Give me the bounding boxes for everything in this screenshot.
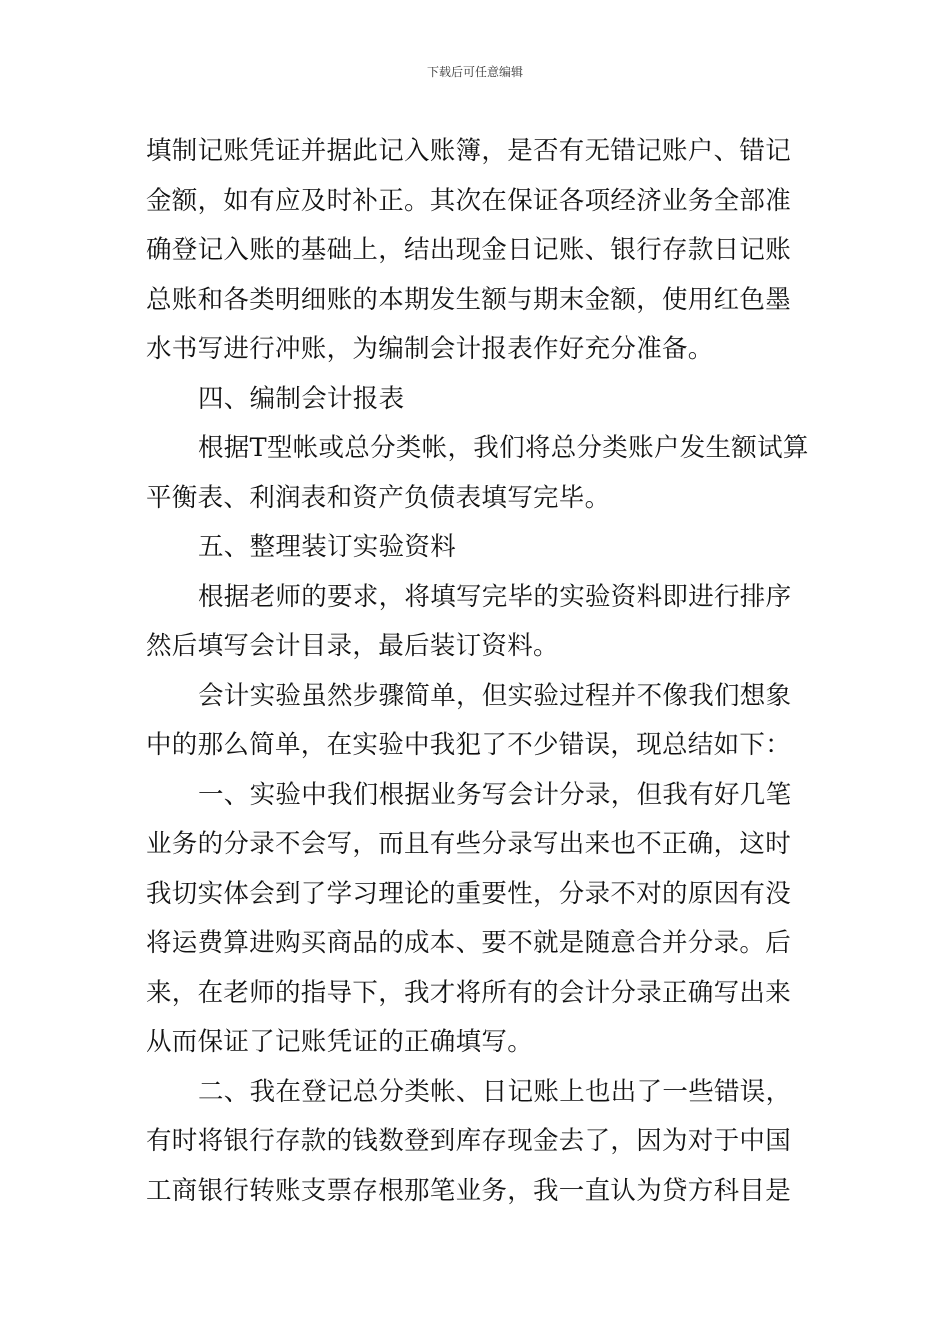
text-line: 平衡表、利润表和资产负债表填写完毕。	[146, 482, 611, 513]
paragraph-start: 根据T型帐或总分类帐，我们将总分类账户发生额试算	[198, 433, 809, 463]
text-line: 确登记入账的基础上，结出现金日记账、银行存款日记账	[146, 235, 792, 265]
text-line: 将运费算进购买商品的成本、要不就是随意合并分录。后	[146, 928, 792, 958]
text-line: 来，在老师的指导下，我才将所有的会计分录正确写出来	[146, 977, 792, 1008]
paragraph-start: 会计实验虽然步骤简单，但实验过程并不像我们想象	[198, 680, 792, 711]
text-line: 从而保证了记账凭证的正确填写。	[146, 1027, 534, 1057]
paragraph-start: 二、我在登记总分类帐、日记账上也出了一些错误，	[198, 1076, 792, 1107]
section-heading: 四、编制会计报表	[198, 383, 405, 414]
text-line: 然后填写会计目录，最后装订资料。	[146, 631, 559, 661]
text-line: 总账和各类明细账的本期发生额与期末金额，使用红色墨	[146, 284, 792, 315]
text-line: 我切实体会到了学习理论的重要性，分录不对的原因有没	[146, 878, 792, 909]
text-line: 业务的分录不会写，而且有些分录写出来也不正确，这时	[146, 829, 792, 859]
text-line: 填制记账凭证并据此记入账簿，是否有无错记账户、错记	[146, 136, 792, 166]
document-body	[146, 127, 826, 1216]
text-line: 水书写进行冲账，为编制会计报表作好充分准备。	[146, 334, 714, 364]
paragraph-start: 一、实验中我们根据业务写会计分录，但我有好几笔	[198, 779, 792, 810]
text-line: 金额，如有应及时补正。其次在保证各项经济业务全部准	[146, 185, 792, 216]
paragraph-start: 根据老师的要求，将填写完毕的实验资料即进行排序	[198, 581, 792, 612]
text-line: 有时将银行存款的钱数登到库存现金去了，因为对于中国	[146, 1126, 792, 1156]
section-heading: 五、整理装订实验资料	[198, 532, 457, 562]
page-header: 下载后可任意编辑	[426, 65, 523, 79]
text-line: 工商银行转账支票存根那笔业务，我一直认为贷方科目是	[146, 1175, 792, 1206]
text-line: 中的那么简单，在实验中我犯了不少错误，现总结如下：	[146, 730, 792, 760]
